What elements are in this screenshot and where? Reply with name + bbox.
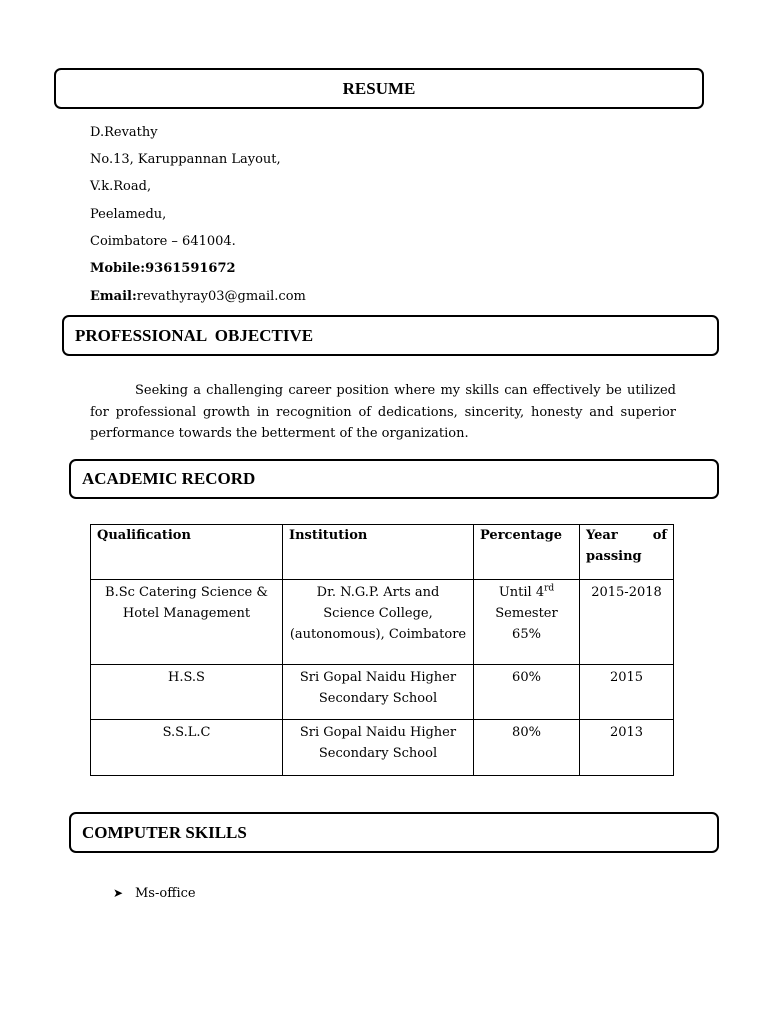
- email-label: Email:: [90, 289, 137, 304]
- contact-email: [90, 289, 306, 305]
- year-header-word-1: Year: [586, 528, 618, 543]
- contact-address-line-3: Peelamedu,: [90, 207, 167, 222]
- row-1-percentage-line-1: [480, 582, 573, 603]
- contact-address-line-1: No.13, Karuppannan Layout,: [90, 152, 281, 167]
- objective-heading: PROFESSIONAL OBJECTIVE: [75, 325, 314, 345]
- row-1-ordinal-suffix: rd: [544, 583, 555, 594]
- row-1-semester-number: Until 4: [498, 585, 545, 600]
- contact-address-line-4: Coimbatore – 641004.: [90, 234, 236, 249]
- resume-title-box: [54, 68, 704, 109]
- email-value: revathyray03@gmail.com: [136, 289, 306, 304]
- objective-heading-box: [62, 315, 719, 356]
- row-1-percentage-line-3: 65%: [512, 627, 541, 642]
- contact-mobile: [90, 261, 236, 277]
- header-percentage: Percentage: [474, 525, 580, 580]
- skill-label: Ms-office: [135, 886, 196, 901]
- year-header-top: [586, 525, 667, 546]
- table-row: [91, 665, 674, 720]
- mobile-label: Mobile:: [90, 261, 146, 276]
- row-2-qualification: H.S.S: [91, 665, 283, 720]
- row-3-institution: Sri Gopal Naidu Higher Secondary School: [283, 720, 474, 776]
- header-qualification: Qualification: [91, 525, 283, 580]
- skills-heading-box: [69, 812, 719, 853]
- contact-address-line-2: V.k.Road,: [90, 179, 152, 194]
- table-row: [91, 580, 674, 665]
- row-3-percentage: 80%: [474, 720, 580, 776]
- contact-name: D.Revathy: [90, 125, 158, 140]
- year-header-word-2: of: [652, 528, 667, 543]
- table-header-row: [91, 525, 674, 580]
- row-2-year: 2015: [580, 665, 674, 720]
- row-2-institution: Sri Gopal Naidu Higher Secondary School: [283, 665, 474, 720]
- row-1-percentage-line-2: Semester: [495, 606, 558, 621]
- header-year-of-passing: [580, 525, 674, 580]
- row-1-institution: Dr. N.G.P. Arts and Science College, (autonomous), Coimbatore: [283, 580, 474, 665]
- list-item: [113, 884, 196, 903]
- objective-text: Seeking a challenging career position where my skills can effectively be utilized for professional growth in recognition of dedications, sincerity, honesty and superior performance towards the betterment of the organization.: [90, 383, 676, 441]
- header-institution: Institution: [283, 525, 474, 580]
- row-1-year: 2015-2018: [580, 580, 674, 665]
- row-1-percentage: [474, 580, 580, 665]
- row-2-percentage: 60%: [474, 665, 580, 720]
- row-3-year: 2013: [580, 720, 674, 776]
- resume-title: RESUME: [342, 78, 416, 98]
- row-3-qualification: S.S.L.C: [91, 720, 283, 776]
- row-1-qualification: B.Sc Catering Science & Hotel Management: [91, 580, 283, 665]
- academic-heading: ACADEMIC RECORD: [82, 469, 256, 488]
- academic-heading-box: [69, 459, 719, 499]
- skills-heading: COMPUTER SKILLS: [82, 822, 247, 842]
- year-header-word-3: passing: [586, 549, 642, 564]
- table-row: [91, 720, 674, 776]
- arrowhead-bullet-icon: ➤: [113, 886, 124, 900]
- academic-record-table: [90, 524, 674, 776]
- mobile-value: 9361591672: [145, 261, 236, 276]
